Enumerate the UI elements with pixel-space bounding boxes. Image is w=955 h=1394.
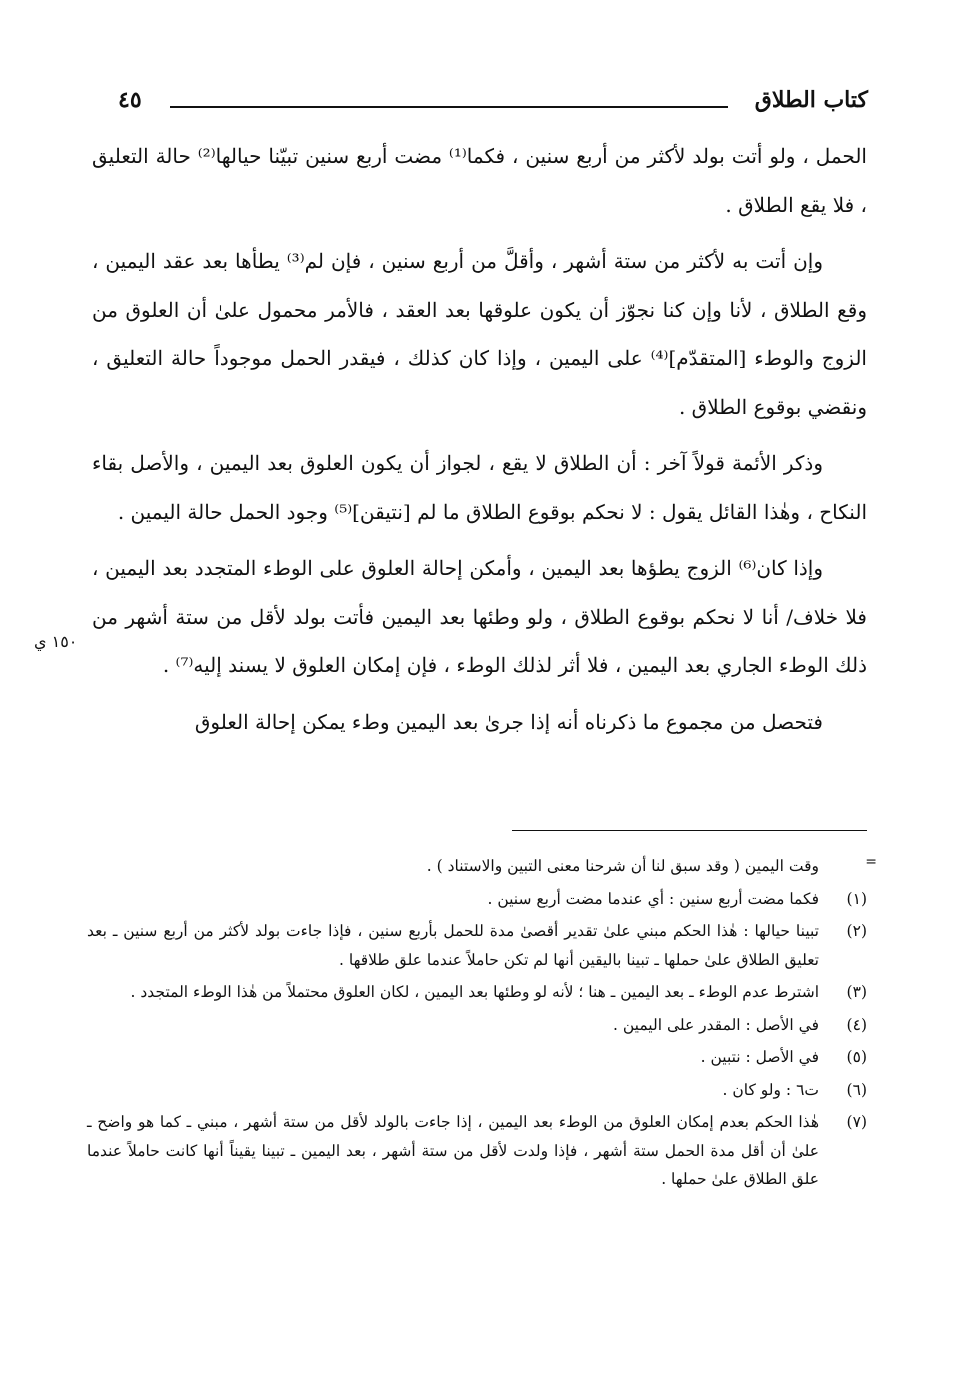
footnote-item: [87, 1011, 867, 1040]
footnote-number: (٢): [846, 922, 867, 940]
header-rule: [170, 106, 728, 108]
main-text: [92, 132, 867, 754]
footnote-item: [87, 978, 867, 1007]
footnote-item: [87, 1076, 867, 1105]
running-header: [118, 82, 868, 122]
footnote-separator: [512, 830, 867, 831]
footnotes: [87, 852, 877, 1198]
footnote-text: تبينا حيالها : هٰذا الحكم مبني علىٰ تقدير أقصىٰ مدة للحمل بأربع سنين ، فإذا جاءت بولد لأكثر من أربع سنين ـ بعد تعليق الطلاق علىٰ حملها ـ تبينا باليقين أنها لم تكن حاملاً عندما علق طلاقها .: [87, 922, 819, 969]
header-title: كتاب الطلاق: [754, 87, 868, 113]
footnote-text: فكما مضت أربع سنين : أي عندما مضت أربع سنين .: [487, 889, 819, 908]
footnote-item: [87, 885, 867, 914]
footnote-number: (٥): [846, 1048, 867, 1066]
paragraph: وإن أتت به لأكثر من ستة أشهر ، وأقلَّ من أربع سنين ، فإن لم⁽³⁾ يطأها بعد عقد اليمين ، وقع الطلاق ، لأنا وإن كنا نجوّز أن يكون علوقها بعد العقد ، فالأمر محمول علىٰ أن العلوق من الزوج والوطء [المتقدّم]⁽⁴⁾ على اليمين ، وإذا كان كذلك ، فيقدر الحمل موجوداً حالة التعليق ، ونقضي بوقوع الطلاق .: [92, 249, 867, 419]
footnote-item: [87, 1043, 867, 1072]
footnote-continuation: [87, 852, 877, 881]
footnote-number: (٤): [846, 1015, 867, 1034]
paragraph: الحمل ، ولو أتت بولد لأكثر من أربع سنين ، فكما⁽¹⁾ مضت أربع سنين تبيّنا حيالها⁽²⁾ حالة التعليق ، فلا يقع الطلاق .: [92, 144, 867, 217]
footnote-number: (٣): [846, 983, 867, 1001]
footnote-text: وقت اليمين ( وقد سبق لنا أن شرحنا معنى التبين والاستناد ) .: [426, 857, 819, 875]
footnote-text: ت٦ : ولو كان .: [722, 1080, 819, 1099]
margin-folio-note: ١٥٠ ي: [34, 632, 78, 651]
paragraph: فتحصل من مجموع ما ذكرناه أنه إذا جرىٰ بعد اليمين وطء يمكن إحالة العلوق: [194, 709, 823, 734]
footnote-text: هٰذا الحكم بعدم إمكان العلوق من الوطء بعد اليمين ، إذا جاءت بالولد لأقل من ستة أشهر ، مبني ـ كما هو واضح ـ علىٰ أن أقل مدة الحمل ستة أشهر ، فإذا ولدت لأقل من ستة أشهر ، بعد اليمين ـ تبينا يقيناً أنها كانت حاملاً عندما علق الطلاق علىٰ حملها .: [87, 1113, 819, 1188]
paragraph: وذكر الأئمة قولاً آخر : أن الطلاق لا يقع ، لجواز أن يكون العلوق بعد اليمين ، والأصل بقاء النكاح ، وهٰذا القائل يقول : لا نحكم بوقوع الطلاق ما لم [نتيقن]⁽⁵⁾ وجود الحمل حالة اليمين .: [92, 451, 867, 524]
footnote-number: (٦): [846, 1080, 867, 1099]
footnote-text: في الأصل : نتبين .: [700, 1048, 819, 1066]
footnote-number: (٧): [846, 1113, 867, 1131]
footnote-item: [87, 917, 867, 974]
footnote-number: (١): [846, 889, 867, 908]
page-number: ٤٥: [118, 87, 142, 113]
paragraph: وإذا كان⁽⁶⁾ الزوج يطؤها بعد اليمين ، وأمكن إحالة العلوق على الوطء المتجدد بعد اليمين ، فلا خلاف/ أنا لا نحكم بوقوع الطلاق ، ولو وطئها بعد اليمين فأتت بولد لأقل من ستة أشهر من ذلك الوطء الجاري بعد اليمين ، فلا أثر لذلك الوطء ، فإن إمكان العلوق لا يسند إليه⁽⁷⁾ .: [92, 556, 867, 677]
footnote-item: [87, 1108, 867, 1194]
footnote-text: اشترط عدم الوطء ـ بعد اليمين ـ هنا ؛ لأنه لو وطئها بعد اليمين ، لكان العلوق محتملاً من هٰذا الوطء المتجدد .: [130, 983, 819, 1001]
footnote-text: في الأصل : المقدر على اليمين .: [613, 1015, 819, 1034]
continuation-mark: =: [865, 854, 877, 870]
